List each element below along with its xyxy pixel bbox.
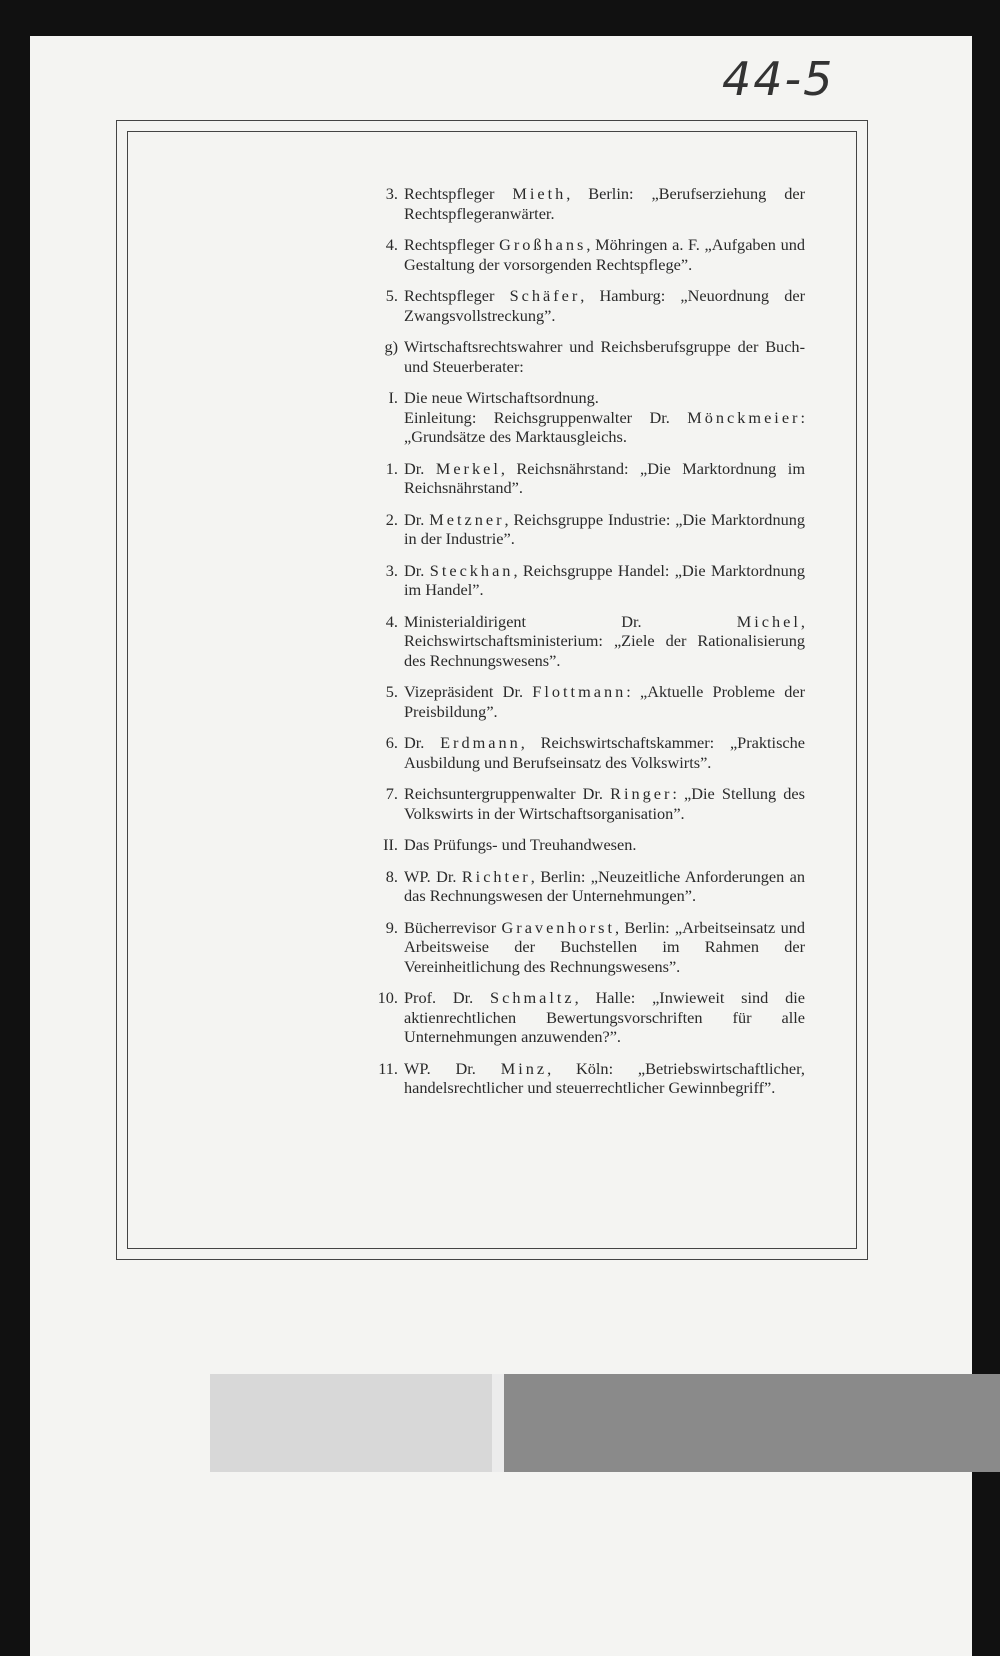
entry-text-part: Bücherrevisor bbox=[404, 917, 502, 937]
entry-text-part: Die neue Wirtschaftsordnung. Einleitung: Reichsgruppenwalter Dr. bbox=[404, 388, 670, 427]
speaker-name: Flottmann bbox=[532, 682, 627, 701]
entry-number: 3. bbox=[385, 184, 398, 203]
entry-number: 8. bbox=[385, 866, 398, 886]
entry-text-part: Vizepräsident Dr. bbox=[404, 682, 533, 701]
speaker-name: Mieth bbox=[512, 184, 567, 203]
program-entry bbox=[330, 784, 805, 823]
entry-text-part: , Reichsgruppe Industrie: „Die Marktordnung in der Industrie”. bbox=[404, 509, 806, 548]
entry-text-part: , Möhringen a. F. „Aufgaben und Gestaltung der vorsorgenden Rechtspflege”. bbox=[404, 235, 805, 274]
scan-strip-light bbox=[210, 1374, 492, 1472]
entry-text-part: , Köln: „Betriebswirtschaftlicher, handelsrechtlicher und steuerrechtlicher Gewinnbegriff”. bbox=[404, 1058, 805, 1097]
entry-text-part: Rechtspfleger bbox=[404, 286, 510, 305]
entry-text bbox=[404, 835, 805, 855]
entry-text-part: Wirtschaftsrechtswahrer und Reichsberufsgruppe der Buch- und Steuerberater: bbox=[404, 337, 805, 376]
program-entry bbox=[330, 918, 805, 977]
speaker-name: Metzner bbox=[429, 509, 505, 529]
entry-text bbox=[404, 235, 805, 274]
entry-text bbox=[404, 682, 805, 721]
program-list bbox=[330, 184, 805, 1110]
entry-number: 5. bbox=[385, 286, 398, 305]
entry-text-part: Reichsuntergruppenwalter Dr. bbox=[404, 784, 611, 803]
program-entry bbox=[330, 459, 805, 498]
program-entry bbox=[330, 337, 805, 376]
speaker-name: Minz bbox=[500, 1058, 548, 1078]
entry-text bbox=[404, 459, 805, 498]
entry-number: 6. bbox=[385, 733, 398, 752]
speaker-name: Steckhan bbox=[429, 560, 514, 580]
entry-text-part: , Halle: „Inwieweit sind die aktienrechtlichen Bewertungsvorschriften für alle Unternehmungen anzuwenden?”. bbox=[404, 988, 805, 1046]
program-entry bbox=[330, 1059, 805, 1098]
entry-text-part: WP. Dr. bbox=[404, 1058, 501, 1078]
entry-text bbox=[404, 918, 805, 977]
entry-text-part: , Berlin: „Berufserziehung der Rechtspflegeranwärter. bbox=[404, 184, 806, 223]
entry-number: II. bbox=[383, 835, 398, 854]
program-entry bbox=[330, 561, 805, 600]
speaker-name: Schäfer bbox=[509, 286, 581, 305]
entry-text-part: , Berlin: „Neuzeitliche Anforderungen an das Rechnungswesen der Unternehmungen”. bbox=[404, 866, 805, 905]
entry-text-part: , Berlin: „Arbeitseinsatz und Arbeitsweise der Buchstellen im Rahmen der Vereinheitlichung des Rechnungswesens”. bbox=[404, 917, 805, 976]
entry-text-part: : „Die Stellung des Volkswirts in der Wirtschaftsorganisation”. bbox=[404, 784, 805, 823]
entry-text-part: Dr. bbox=[404, 458, 436, 478]
entry-text-part: Prof. Dr. bbox=[404, 988, 491, 1007]
speaker-name: Michel bbox=[736, 611, 801, 631]
entry-text-part: , Hamburg: „Neuordnung der Zwangsvollstreckung”. bbox=[404, 286, 805, 325]
entry-number: 3. bbox=[385, 560, 398, 580]
entry-number: 7. bbox=[385, 784, 398, 803]
entry-number: 10. bbox=[377, 988, 398, 1007]
entry-number: 4. bbox=[385, 235, 398, 254]
program-entry bbox=[330, 835, 805, 855]
speaker-name: Mönckmeier bbox=[687, 407, 801, 427]
entry-text bbox=[404, 510, 805, 549]
entry-text bbox=[404, 612, 805, 671]
speaker-name: Erdmann bbox=[440, 733, 521, 752]
program-entry bbox=[330, 867, 805, 906]
entry-text bbox=[404, 988, 805, 1047]
entry-text-part: Dr. bbox=[404, 509, 430, 529]
entry-number: 4. bbox=[385, 611, 398, 631]
entry-number: 1. bbox=[385, 458, 398, 478]
entry-text bbox=[404, 286, 805, 325]
handwritten-page-number: 44-5 bbox=[722, 52, 835, 106]
entry-text-part: , Reichsnährstand: „Die Marktordnung im Reichsnährstand”. bbox=[404, 458, 805, 497]
entry-text bbox=[404, 867, 805, 906]
entry-text bbox=[404, 1059, 805, 1098]
scan-strip-gray bbox=[504, 1374, 1000, 1472]
entry-text-part: : „Grundsätze des Marktausgleichs. bbox=[404, 407, 805, 446]
speaker-name: Gravenhorst bbox=[501, 917, 616, 937]
entry-text-part: Rechtspfleger bbox=[404, 184, 513, 203]
entry-text bbox=[404, 337, 805, 376]
program-entry bbox=[330, 510, 805, 549]
entry-number: 11. bbox=[378, 1058, 398, 1078]
entry-number: 9. bbox=[385, 917, 398, 937]
entry-text-part: Rechtspfleger bbox=[404, 235, 500, 254]
program-entry bbox=[330, 733, 805, 772]
entry-text-part: Das Prüfungs- und Treuhandwesen. bbox=[404, 835, 637, 854]
program-entry bbox=[330, 286, 805, 325]
entry-text bbox=[404, 388, 805, 447]
entry-number: 5. bbox=[385, 682, 398, 701]
speaker-name: Ringer bbox=[610, 784, 673, 803]
speaker-name: Richter bbox=[461, 866, 531, 886]
entry-text-part: : „Aktuelle Probleme der Preisbildung”. bbox=[404, 682, 805, 721]
program-entry bbox=[330, 184, 805, 223]
entry-text-part: Dr. bbox=[404, 733, 441, 752]
entry-text bbox=[404, 184, 805, 223]
entry-text-part: , Reichsgruppe Handel: „Die Marktordnung im Handel”. bbox=[404, 560, 806, 599]
speaker-name: Großhans bbox=[499, 235, 587, 254]
speaker-name: Schmaltz bbox=[490, 988, 575, 1007]
entry-text bbox=[404, 733, 805, 772]
entry-text-part: , Reichswirtschaftsministerium: „Ziele der Rationalisierung des Rechnungswesens”. bbox=[404, 611, 805, 670]
entry-number: g) bbox=[384, 337, 398, 356]
program-entry bbox=[330, 988, 805, 1047]
entry-text-part: Ministerialdirigent Dr. bbox=[404, 611, 737, 631]
program-entry bbox=[330, 682, 805, 721]
speaker-name: Merkel bbox=[435, 458, 501, 478]
entry-text-part: , Reichswirtschaftskammer: „Praktische Ausbildung und Berufseinsatz des Volkswirts”. bbox=[404, 733, 805, 772]
entry-text-part: WP. Dr. bbox=[404, 866, 462, 886]
entry-text bbox=[404, 561, 805, 600]
entry-number: 2. bbox=[385, 509, 398, 529]
program-entry bbox=[330, 235, 805, 274]
scan-strip-white bbox=[492, 1374, 504, 1472]
entry-text-part: Dr. bbox=[404, 560, 430, 580]
entry-number: I. bbox=[388, 388, 398, 407]
program-entry bbox=[330, 388, 805, 447]
program-entry bbox=[330, 612, 805, 671]
entry-text bbox=[404, 784, 805, 823]
